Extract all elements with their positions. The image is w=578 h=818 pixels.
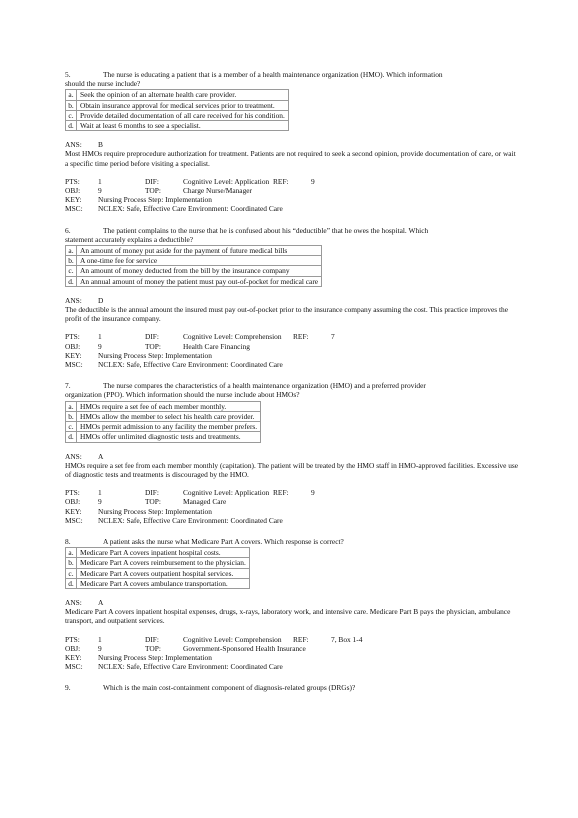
question-stem <box>65 381 520 390</box>
pts-value: 1 <box>98 634 102 644</box>
rationale: The deductible is the annual amount the insured must pay out-of-pocket prior to the insurance company assuming the cost. This practice improves the profit of the insurance company. <box>65 305 508 324</box>
question-metadata <box>65 332 520 369</box>
rationale: HMOs require a set fee from each member monthly (capitation). The patient will be treated by the HMO staff in HMO-approved facilities. Excessive use of diagnostic tests and treatments is discouraged by the HMO. <box>65 460 519 479</box>
option-letter: c. <box>66 422 77 432</box>
pts-value: 1 <box>98 332 102 342</box>
question-number: 9. <box>65 683 71 693</box>
key-value: Nursing Process Step: Implementation <box>98 652 212 662</box>
option-letter: b. <box>66 411 77 421</box>
dif-label: DIF: <box>145 332 159 342</box>
option-text: An amount of money deducted from the bill by the insurance company <box>77 266 322 276</box>
answer-value: A <box>98 597 104 607</box>
option-letter: b. <box>66 558 77 568</box>
dif-value: Cognitive Level: Comprehension <box>183 634 282 644</box>
question-block <box>65 537 520 671</box>
option-row <box>66 568 250 578</box>
option-row <box>66 422 261 432</box>
ref-value: 9 <box>311 176 315 186</box>
option-row <box>66 411 261 421</box>
option-row <box>66 558 250 568</box>
option-row <box>66 256 322 266</box>
option-text: Seek the opinion of an alternate health care provider. <box>77 90 289 100</box>
key-value: Nursing Process Step: Implementation <box>98 506 212 516</box>
document-page <box>65 70 520 693</box>
top-label: TOP: <box>145 186 161 196</box>
option-text: Medicare Part A covers reimbursement to the physician. <box>77 558 250 568</box>
answer-line <box>65 452 520 461</box>
dif-label: DIF: <box>145 488 159 498</box>
top-value: Charge Nurse/Manager <box>183 186 253 196</box>
answer-options-table <box>65 547 250 589</box>
dif-label: DIF: <box>145 634 159 644</box>
option-text: HMOs allow the member to select his health care provider. <box>77 411 261 421</box>
answer-label: ANS: <box>65 295 82 305</box>
question-stem <box>65 537 520 546</box>
msc-value: NCLEX: Safe, Effective Care Environment: Coordinated Care <box>98 515 283 525</box>
question-number: 7. <box>65 381 71 391</box>
top-label: TOP: <box>145 497 161 507</box>
question-text: A patient asks the nurse what Medicare Part A covers. Which response is correct? <box>103 536 344 546</box>
obj-value: 9 <box>98 341 102 351</box>
option-row <box>66 548 250 558</box>
ref-label: REF: <box>293 332 309 342</box>
question-text-continued: should the nurse include? <box>65 79 141 89</box>
question-text: The nurse is educating a patient that is a member of a health maintenance organization (HMO). Which information <box>103 70 443 79</box>
option-letter: a. <box>66 548 77 558</box>
question-block <box>65 226 520 370</box>
top-value: Health Care Financing <box>183 341 250 351</box>
dif-value: Cognitive Level: Application <box>183 176 270 186</box>
pts-label: PTS: <box>65 176 80 186</box>
ref-label: REF: <box>273 176 289 186</box>
ref-label: REF: <box>293 634 309 644</box>
obj-label: OBJ: <box>65 643 81 653</box>
answer-label: ANS: <box>65 451 82 461</box>
question-text-continued: statement accurately explains a deductible? <box>65 234 194 244</box>
option-letter: c. <box>66 568 77 578</box>
question-stem <box>65 70 520 79</box>
ref-label: REF: <box>273 488 289 498</box>
msc-label: MSC: <box>65 360 83 370</box>
option-letter: d. <box>66 432 77 442</box>
msc-value: NCLEX: Safe, Effective Care Environment: Coordinated Care <box>98 204 283 214</box>
option-text: Obtain insurance approval for medical services prior to treatment. <box>77 100 289 110</box>
question-metadata <box>65 177 520 214</box>
answer-options-table <box>65 401 261 443</box>
option-letter: b. <box>66 100 77 110</box>
msc-label: MSC: <box>65 515 83 525</box>
option-text: A one-time fee for service <box>77 256 322 266</box>
top-value: Managed Care <box>183 497 227 507</box>
option-row <box>66 246 322 256</box>
question-number: 6. <box>65 225 71 235</box>
pts-value: 1 <box>98 176 102 186</box>
answer-value: B <box>98 140 103 150</box>
question-metadata <box>65 488 520 525</box>
option-text: An amount of money put aside for the payment of future medical bills <box>77 246 322 256</box>
top-label: TOP: <box>145 341 161 351</box>
obj-value: 9 <box>98 643 102 653</box>
key-label: KEY: <box>65 350 82 360</box>
option-text: HMOs permit admission to any facility the member prefers. <box>77 422 261 432</box>
answer-label: ANS: <box>65 597 82 607</box>
ref-value: 7 <box>331 332 335 342</box>
option-row <box>66 90 289 100</box>
question-text: The patient complains to the nurse that he is confused about his “deductible” that he owes the hospital. Which <box>103 225 429 235</box>
msc-label: MSC: <box>65 662 83 672</box>
option-row <box>66 432 261 442</box>
option-text: An annual amount of money the patient must pay out-of-pocket for medical care <box>77 276 322 286</box>
dif-value: Cognitive Level: Comprehension <box>183 332 282 342</box>
option-text: Wait at least 6 months to see a specialist. <box>77 121 289 131</box>
option-letter: c. <box>66 110 77 120</box>
obj-value: 9 <box>98 186 102 196</box>
rationale: Medicare Part A covers inpatient hospital expenses, drugs, x-rays, laboratory work, and intensive care. Medicare Part B pays the physician, ambulance transport, and outpatient services. <box>65 607 511 626</box>
option-text: HMOs require a set fee of each member monthly. <box>77 401 261 411</box>
question-stem <box>65 683 520 692</box>
answer-line <box>65 140 520 149</box>
question-stem <box>65 226 520 235</box>
option-row <box>66 401 261 411</box>
dif-label: DIF: <box>145 176 159 186</box>
pts-label: PTS: <box>65 488 80 498</box>
top-label: TOP: <box>145 643 161 653</box>
option-row <box>66 578 250 588</box>
pts-label: PTS: <box>65 634 80 644</box>
option-row <box>66 266 322 276</box>
answer-options-table <box>65 245 322 287</box>
option-letter: a. <box>66 401 77 411</box>
msc-value: NCLEX: Safe, Effective Care Environment: Coordinated Care <box>98 662 283 672</box>
question-block <box>65 381 520 525</box>
option-letter: d. <box>66 276 77 286</box>
question-metadata <box>65 635 520 672</box>
option-letter: b. <box>66 256 77 266</box>
answer-value: D <box>98 295 104 305</box>
question-text: Which is the main cost-containment component of diagnosis-related groups (DRGs)? <box>103 683 356 693</box>
pts-value: 1 <box>98 488 102 498</box>
ref-value: 7, Box 1-4 <box>331 634 363 644</box>
msc-value: NCLEX: Safe, Effective Care Environment: Coordinated Care <box>98 360 283 370</box>
answer-line <box>65 598 520 607</box>
option-letter: d. <box>66 578 77 588</box>
option-text: Medicare Part A covers outpatient hospital services. <box>77 568 250 578</box>
obj-label: OBJ: <box>65 186 81 196</box>
ref-value: 9 <box>311 488 315 498</box>
key-label: KEY: <box>65 506 82 516</box>
option-letter: a. <box>66 90 77 100</box>
option-letter: a. <box>66 246 77 256</box>
question-block <box>65 70 520 214</box>
obj-value: 9 <box>98 497 102 507</box>
option-text: Provide detailed documentation of all care received for his condition. <box>77 110 289 120</box>
pts-label: PTS: <box>65 332 80 342</box>
question-number: 5. <box>65 70 71 79</box>
option-row <box>66 110 289 120</box>
option-text: Medicare Part A covers inpatient hospital costs. <box>77 548 250 558</box>
answer-label: ANS: <box>65 140 82 150</box>
option-text: HMOs offer unlimited diagnostic tests and treatments. <box>77 432 261 442</box>
key-value: Nursing Process Step: Implementation <box>98 195 212 205</box>
option-text: Medicare Part A covers ambulance transportation. <box>77 578 250 588</box>
dif-value: Cognitive Level: Application <box>183 488 270 498</box>
option-row <box>66 100 289 110</box>
answer-options-table <box>65 89 289 131</box>
top-value: Government-Sponsored Health Insurance <box>183 643 306 653</box>
key-label: KEY: <box>65 195 82 205</box>
rationale: Most HMOs require preprocedure authorization for treatment. Patients are not required to seek a second opinion, provide documentation of care, or wait a specific time period before visiting a specialist. <box>65 149 516 168</box>
option-letter: d. <box>66 121 77 131</box>
obj-label: OBJ: <box>65 497 81 507</box>
obj-label: OBJ: <box>65 341 81 351</box>
question-text: The nurse compares the characteristics of a health maintenance organization (HMO) and a preferred provider <box>103 381 426 391</box>
answer-value: A <box>98 451 104 461</box>
key-label: KEY: <box>65 652 82 662</box>
question-number: 8. <box>65 536 71 546</box>
msc-label: MSC: <box>65 204 83 214</box>
option-row <box>66 121 289 131</box>
option-letter: c. <box>66 266 77 276</box>
question-text-continued: organization (PPO). Which information should the nurse include about HMOs? <box>65 390 300 400</box>
option-row <box>66 276 322 286</box>
answer-line <box>65 296 520 305</box>
key-value: Nursing Process Step: Implementation <box>98 350 212 360</box>
